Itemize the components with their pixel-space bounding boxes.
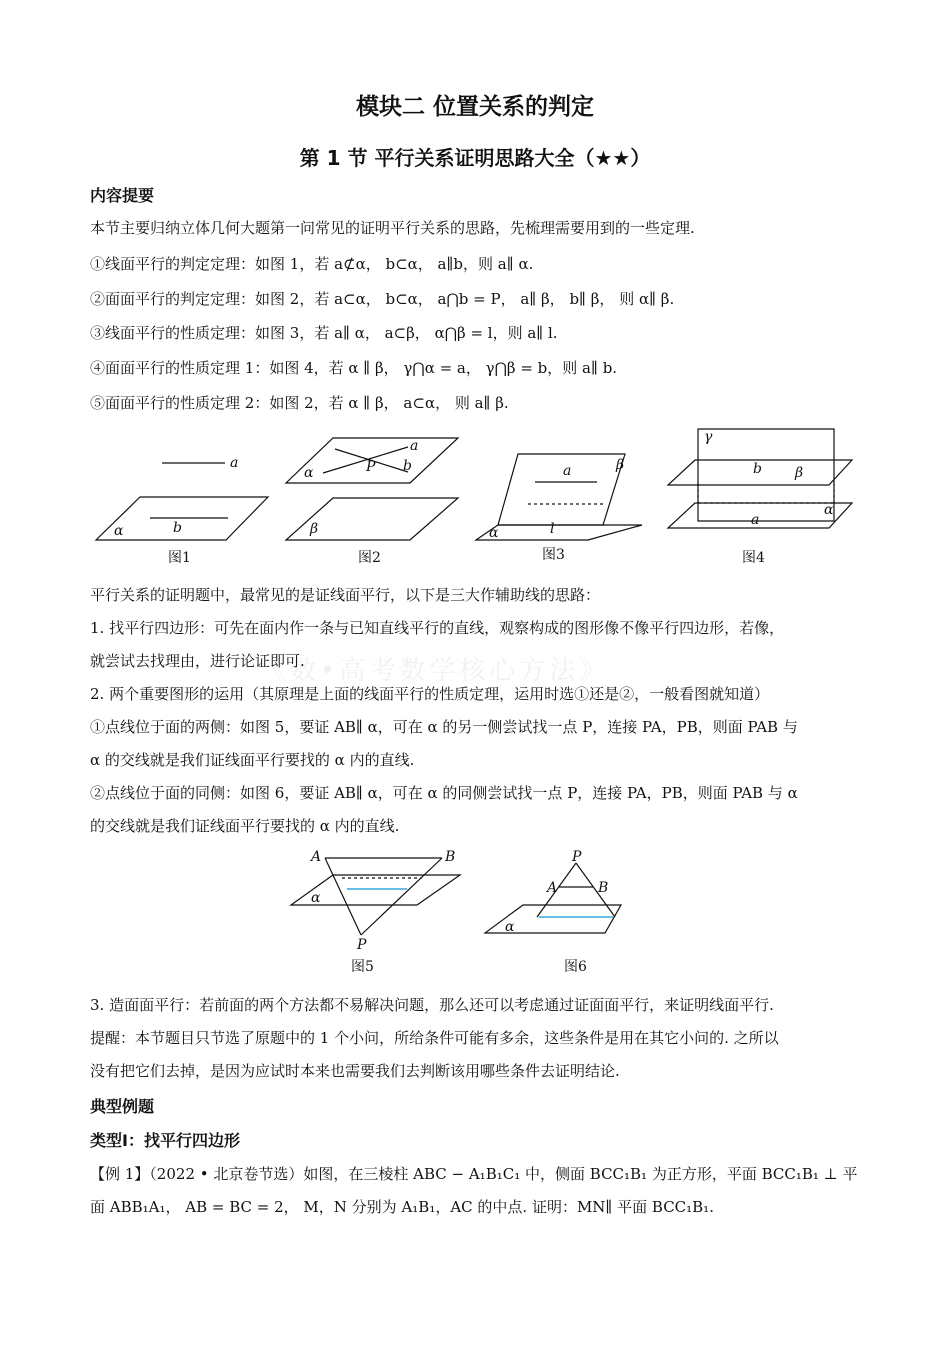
intro-line: ⑤面面平行的性质定理 2：如图 2，若 α ∥ β， a⊂α， 则 a∥ β. bbox=[90, 394, 509, 412]
fig2-label-beta: β bbox=[310, 521, 319, 537]
fig5-caption: 图5 bbox=[351, 959, 374, 975]
fig4-label-b: b bbox=[753, 461, 762, 477]
method-line: 1. 找平行四边形：可先在面内作一条与已知直线平行的直线，观察构成的图形像不像平行四边形，若像， bbox=[90, 619, 785, 637]
fig1-caption: 图1 bbox=[168, 550, 191, 566]
fig3-plane-beta bbox=[498, 454, 625, 525]
tail-line: 3. 造面面平行：若前面的两个方法都不易解决问题，那么还可以考虑通过证面面平行，来证明线面平行. bbox=[90, 996, 774, 1014]
fig4-label-gamma: γ bbox=[704, 429, 713, 445]
method-line: 就尝试去找理由，进行论证即可. bbox=[90, 652, 305, 670]
example-line: 【例 1】（2022 • 北京卷节选）如图，在三棱柱 ABC − A₁B₁C₁ 中，侧面 BCC₁B₁ 为正方形，平面 BCC₁B₁ ⊥ 平 bbox=[90, 1165, 858, 1183]
watermark: 《数•高考数学核心方法》 bbox=[260, 656, 610, 686]
fig4-plane-gamma bbox=[698, 429, 834, 521]
fig2-label-p: P bbox=[366, 459, 376, 475]
fig6-caption: 图6 bbox=[564, 959, 587, 975]
fig1-label-a: a bbox=[230, 455, 239, 471]
fig3-label-beta: β bbox=[616, 457, 625, 473]
page-title: 模块二 位置关系的判定 bbox=[355, 94, 594, 120]
fig2-label-b: b bbox=[403, 458, 412, 474]
fig2-label-alpha: α bbox=[304, 465, 314, 481]
fig3-caption: 图3 bbox=[542, 547, 565, 563]
fig5-label-p: P bbox=[357, 937, 367, 953]
fig6-line-pb bbox=[576, 863, 615, 917]
fig5-label-alpha: α bbox=[311, 890, 321, 906]
intro-line: ①线面平行的判定定理：如图 1，若 a⊄α， b⊂α， a∥b，则 a∥ α. bbox=[90, 255, 534, 273]
fig5-label-a: A bbox=[311, 849, 322, 865]
summary-heading: 内容提要 bbox=[90, 186, 155, 205]
fig3-label-l: l bbox=[550, 521, 555, 537]
fig6-label-p: P bbox=[572, 849, 582, 865]
method-line: ①点线位于面的两侧：如图 5，要证 AB∥ α，可在 α 的另一侧尝试找一点 P，连接 PA，PB，则面 PAB 与 bbox=[90, 718, 798, 736]
intro-line: 本节主要归纳立体几何大题第一问常见的证明平行关系的思路，先梳理需要用到的一些定理. bbox=[90, 219, 695, 237]
fig3-plane-alpha bbox=[476, 525, 642, 540]
type-heading: 类型Ⅰ：找平行四边形 bbox=[90, 1131, 240, 1150]
tail-line: 提醒：本节题目只节选了原题中的 1 个小问，所给条件可能有多余，这些条件是用在其它小问的. 之所以 bbox=[90, 1029, 779, 1047]
tail-line: 没有把它们去掉，是因为应试时本来也需要我们去判断该用哪些条件去证明结论. bbox=[90, 1062, 620, 1080]
figures-row-2 bbox=[285, 845, 625, 977]
figures-row-1 bbox=[90, 425, 860, 570]
fig5-label-b: B bbox=[445, 849, 456, 865]
fig1-label-b: b bbox=[173, 520, 182, 536]
intro-line: ②面面平行的判定定理：如图 2，若 a⊂α， b⊂α， a⋂b = P， a∥ β， b∥ β， 则 α∥ β. bbox=[90, 290, 675, 308]
intro-line: ③线面平行的性质定理：如图 3，若 a∥ α， a⊂β， α⋂β = l，则 a∥ l. bbox=[90, 324, 558, 342]
fig1-label-alpha: α bbox=[114, 523, 124, 539]
fig3-label-alpha: α bbox=[489, 525, 499, 541]
section-title: 第 1 节 平行关系证明思路大全（★★） bbox=[299, 146, 651, 170]
method-line: ②点线位于面的同侧：如图 6，要证 AB∥ α，可在 α 的同侧尝试找一点 P，连接 PA，PB，则面 PAB 与 α bbox=[90, 784, 798, 802]
fig6-label-a: A bbox=[547, 880, 558, 896]
fig4-label-alpha: α bbox=[824, 502, 834, 518]
method-line: 平行关系的证明题中，最常见的是证线面平行，以下是三大作辅助线的思路： bbox=[90, 586, 601, 604]
examples-heading: 典型例题 bbox=[90, 1097, 155, 1116]
fig3-label-a: a bbox=[563, 463, 572, 479]
fig2-label-a: a bbox=[410, 438, 419, 454]
fig4-caption: 图4 bbox=[742, 550, 765, 566]
fig6-label-alpha: α bbox=[505, 919, 515, 935]
fig5-line-pa bbox=[325, 858, 361, 935]
fig6-label-b: B bbox=[598, 880, 609, 896]
fig2-caption: 图2 bbox=[358, 550, 381, 566]
intro-line: ④面面平行的性质定理 1：如图 4，若 α ∥ β， γ⋂α = a， γ⋂β = b，则 a∥ b. bbox=[90, 359, 618, 377]
method-line: α 的交线就是我们证线面平行要找的 α 内的直线. bbox=[90, 751, 415, 769]
method-line: 2. 两个重要图形的运用（其原理是上面的线面平行的性质定理，运用时选①还是②，一般看图就知道） bbox=[90, 685, 770, 703]
fig4-label-beta: β bbox=[795, 465, 804, 481]
method-line: 的交线就是我们证线面平行要找的 α 内的直线. bbox=[90, 817, 400, 835]
example-line: 面 ABB₁A₁， AB = BC = 2， M，N 分别为 A₁B₁，AC 的中点. 证明：MN∥ 平面 BCC₁B₁. bbox=[90, 1198, 714, 1216]
fig4-label-a: a bbox=[751, 512, 760, 528]
